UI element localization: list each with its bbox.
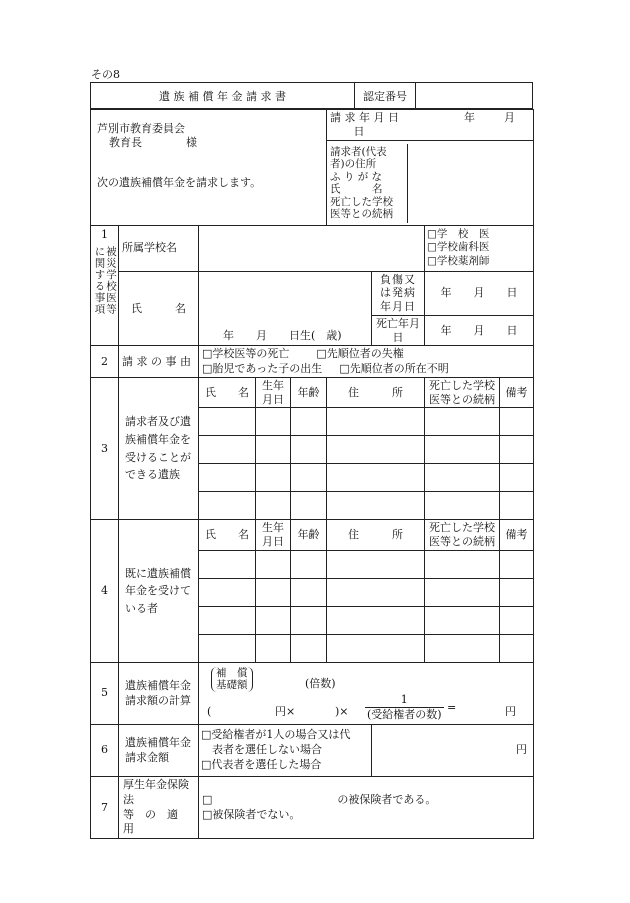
yen-times: 円× <box>275 704 296 718</box>
col-address: 住 所 <box>327 520 425 551</box>
section6-number: 6 <box>91 724 119 776</box>
injury-date-label: 負傷又は発病年月日 <box>372 271 425 315</box>
reason-birth[interactable]: □胎児であった子の出生 <box>202 361 323 375</box>
col-remarks: 備考 <box>500 520 534 551</box>
claim-amount-options[interactable] <box>199 724 372 776</box>
year-label: 年 <box>464 111 476 124</box>
death-date-label: 死亡年月日 <box>372 315 425 346</box>
section2-number: 2 <box>91 346 119 378</box>
col-age: 年齢 <box>291 377 327 408</box>
col-name: 氏 名 <box>199 377 256 408</box>
reason-unknown[interactable]: □先順位者の所在不明 <box>339 361 449 375</box>
section1-number: 1 <box>101 227 108 241</box>
claim-amount-field[interactable] <box>372 724 534 776</box>
section1-header <box>91 225 119 346</box>
role-options[interactable] <box>425 225 534 271</box>
col-name: 氏 名 <box>199 520 256 551</box>
month-label: 月 <box>504 111 516 124</box>
section4-label: 既に遺族補償年金を受けている者 <box>119 520 199 663</box>
section7-label <box>119 776 199 838</box>
option-representative[interactable]: □代表者を選任した場合 <box>201 757 322 771</box>
section6-label: 遺族補償年金請求金額 <box>119 724 199 776</box>
form-header <box>90 82 533 109</box>
role-school-doctor[interactable]: □学 校 医 <box>427 228 490 241</box>
claimant-info-block[interactable] <box>327 140 534 225</box>
furigana-label: ふ り が な <box>330 170 383 183</box>
col-relation: 死亡した学校医等との続柄 <box>425 520 500 551</box>
section7-label-1: 厚生年金保険法 <box>123 777 189 806</box>
option-not-insured[interactable]: □被保険者でない。 <box>202 807 301 821</box>
section2-label: 請 求 の 事 由 <box>119 346 199 378</box>
school-name-field[interactable] <box>199 225 425 271</box>
multiplier-label: (倍数) <box>305 676 336 690</box>
col-address: 住 所 <box>327 377 425 408</box>
cert-number-field[interactable] <box>416 83 533 109</box>
col-birth: 生年月日 <box>256 520 291 551</box>
addressee-line2: 教育長 様 <box>109 135 197 149</box>
relation-label-2: 医等との続柄 <box>330 208 394 221</box>
col-age: 年齢 <box>291 520 327 551</box>
role-school-dentist[interactable]: □学校歯科医 <box>427 241 490 254</box>
addressee-block <box>91 110 327 226</box>
close-paren: )× <box>335 704 349 718</box>
equals-sign: = <box>447 700 457 714</box>
insurance-options[interactable] <box>199 776 534 838</box>
school-name-label: 所属学校名 <box>119 225 199 271</box>
open-paren: ( <box>207 704 212 718</box>
col-remarks: 備考 <box>500 377 534 408</box>
option-insured-tail: の被保険者である。 <box>337 792 437 806</box>
death-date-field[interactable]: 年 月 日 <box>425 315 534 346</box>
calculation-field[interactable] <box>199 662 534 724</box>
yen-label: 円 <box>505 704 516 718</box>
option-single-recipient-cont: 表者を選任しない場合 <box>212 742 322 756</box>
section3-number: 3 <box>91 377 119 520</box>
section4-number: 4 <box>91 520 119 663</box>
option-insured[interactable]: □ <box>202 792 213 806</box>
claim-date-label: 請 求 年 月 日 <box>330 111 400 124</box>
reason-forfeit[interactable]: □先順位者の失権 <box>316 347 404 361</box>
yen-label: 円 <box>516 743 528 757</box>
role-school-pharmacist[interactable]: □学校薬剤師 <box>427 254 490 267</box>
claim-reason-options[interactable] <box>199 346 534 378</box>
day-label: 日 <box>353 124 365 138</box>
page-label: その8 <box>91 68 120 81</box>
birth-date-text: 年 月 日生( 歳) <box>223 328 342 342</box>
section1-title: 被災学校医等に関する事項 <box>93 246 118 316</box>
option-single-recipient[interactable]: □受給権者が1人の場合又は代 <box>201 728 351 742</box>
cert-number-label: 認定番号 <box>355 83 416 109</box>
injury-date-field[interactable]: 年 月 日 <box>425 271 534 315</box>
claimant-address-label-2: 者)の住所 <box>330 158 377 171</box>
claim-form-table <box>90 109 534 839</box>
deceased-name-label: 氏 名 <box>119 271 199 346</box>
fraction: 1 (受給権者の数) <box>367 692 442 721</box>
section5-label: 遺族補償年金請求額の計算 <box>119 662 199 724</box>
section7-label-2: 等 の 適 用 <box>123 807 189 836</box>
claimant-name-label: 氏 名 <box>330 183 383 196</box>
col-relation: 死亡した学校医等との続柄 <box>425 377 500 408</box>
claimant-address-label-1: 請求者(代表 <box>330 145 387 158</box>
reason-death[interactable]: □学校医等の死亡 <box>202 347 290 361</box>
addressee-line1: 芦別市教育委員会 <box>97 122 185 135</box>
base-amount-label: 補 償 基礎額 <box>211 667 253 692</box>
birth-date-field[interactable] <box>199 271 372 346</box>
section7-number: 7 <box>91 776 119 838</box>
relation-label-1: 死亡した学校 <box>330 195 394 208</box>
col-birth: 生年月日 <box>256 377 291 408</box>
claim-date-row <box>327 110 534 141</box>
form-title: 遺 族 補 償 年 金 請 求 書 <box>91 83 355 109</box>
request-text: 次の遺族補償年金を請求します。 <box>97 175 262 189</box>
section5-number: 5 <box>91 662 119 724</box>
section3-label: 請求者及び遺族補償年金を受けることができる遺族 <box>119 377 199 520</box>
